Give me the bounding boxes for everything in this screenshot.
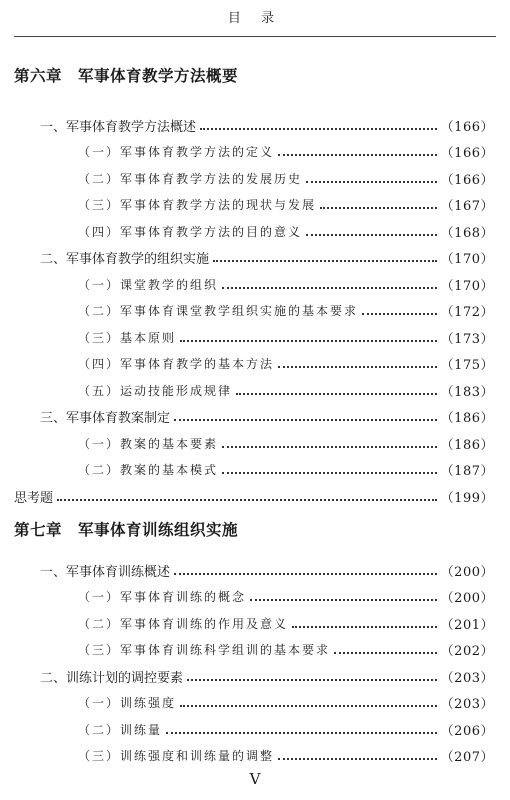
toc-entry-title: （三）训练强度和训练量的调整: [78, 749, 275, 763]
dot-leader: [250, 598, 437, 601]
toc-entry[interactable]: [40, 665, 494, 687]
toc-entry[interactable]: [78, 639, 494, 661]
dot-leader: [200, 127, 437, 130]
toc-entry-page: （183）: [440, 384, 494, 400]
dot-leader: [236, 392, 437, 395]
toc-entry-title: （二）军事体育教学方法的发展历史: [78, 171, 303, 186]
toc-entry-title: （三）军事体育教学方法的现状与发展: [78, 198, 317, 212]
toc-entry-page: （166）: [440, 172, 494, 188]
dot-leader: [57, 498, 437, 501]
toc-entry-page: （203）: [440, 697, 494, 712]
toc-entry-title: （一）教案的基本要素: [78, 436, 219, 451]
toc-entry-page: （200）: [440, 591, 494, 606]
chapter-heading: [14, 64, 238, 86]
dot-leader: [166, 731, 437, 734]
toc-entry[interactable]: [40, 559, 494, 581]
dot-leader: [362, 312, 437, 315]
toc-entry-title: （一）课堂教学的组织: [78, 277, 219, 292]
toc-entry[interactable]: [78, 141, 494, 163]
toc-entry-page: （200）: [440, 564, 494, 580]
toc-entry-page: （199）: [440, 490, 494, 506]
toc-entry-title: （二）训练量: [78, 722, 163, 737]
toc-entry-page: （170）: [440, 278, 494, 294]
toc-entry-title: （四）军事体育教学方法的目的意义: [78, 224, 303, 239]
toc-entry-title: （一）军事体育训练的概念: [78, 590, 247, 604]
toc-entry-title: 二、训练计划的调控要素: [40, 670, 184, 686]
toc-entry[interactable]: [78, 194, 494, 216]
toc-entry[interactable]: [78, 432, 494, 454]
toc-entry[interactable]: [78, 745, 494, 767]
toc-entry-page: （186）: [440, 411, 494, 426]
chapter-number: 第六章: [14, 67, 63, 85]
toc-entry-page: （175）: [440, 358, 494, 373]
toc-entry-title: （三）基本原则: [78, 330, 177, 345]
dot-leader: [278, 365, 437, 368]
toc-entry-page: （173）: [440, 331, 494, 347]
chapter-title: 军事体育教学方法概要: [78, 67, 239, 85]
dot-leader: [222, 445, 437, 448]
toc-entry[interactable]: [40, 247, 494, 269]
toc-entry[interactable]: [78, 326, 494, 348]
toc-entry-title: 一、军事体育教学方法概述: [40, 119, 197, 135]
dot-leader: [174, 572, 437, 575]
toc-entry-title: （一）军事体育教学方法的定义: [78, 145, 275, 159]
toc-entry-title: （一）训练强度: [78, 696, 177, 710]
dot-leader: [180, 339, 437, 342]
toc-entry-page: （202）: [440, 644, 494, 659]
toc-entry-title: （三）军事体育训练科学组训的基本要求: [78, 643, 331, 657]
toc-entry-page: （187）: [440, 464, 494, 479]
toc-entry-page: （186）: [440, 437, 494, 453]
toc-entry-page: （172）: [440, 305, 494, 320]
chapter-number: 第七章: [14, 521, 63, 539]
toc-entry-title: 二、军事体育教学的组织实施: [40, 252, 210, 267]
toc-entry-title: （五）运动技能形成规律: [78, 383, 233, 398]
toc-entry[interactable]: [78, 353, 494, 375]
toc-entry[interactable]: [78, 300, 494, 322]
page-number: V: [249, 770, 261, 788]
toc-entry[interactable]: [78, 718, 494, 740]
toc-entry[interactable]: [78, 612, 494, 634]
dot-leader: [213, 259, 437, 262]
dot-leader: [278, 757, 437, 760]
toc-entry-title: 三、军事体育教案制定: [40, 411, 171, 426]
toc-entry-page: （203）: [440, 670, 494, 686]
toc-entry-page: （170）: [440, 252, 494, 267]
dot-leader: [222, 471, 437, 474]
toc-entry-page: （168）: [440, 225, 494, 241]
dot-leader: [180, 704, 437, 707]
toc-entry-page: （166）: [440, 146, 494, 161]
toc-entry-title: （四）军事体育教学的基本方法: [78, 357, 275, 371]
toc-entry-page: （207）: [440, 750, 494, 765]
toc-entry-title: （二）军事体育课堂教学组织实施的基本要求: [78, 304, 359, 318]
toc-entry[interactable]: [78, 220, 494, 242]
toc-entry[interactable]: [14, 485, 494, 507]
running-header: 目 录: [14, 0, 496, 37]
toc-entry-title: （二）教案的基本模式: [78, 463, 219, 477]
dot-leader: [174, 418, 437, 421]
toc-entry-title: 思考题: [14, 490, 54, 506]
toc-entry-page: （206）: [440, 723, 494, 739]
toc-entry-title: 一、军事体育训练概述: [40, 564, 171, 580]
chapter-heading: [14, 518, 238, 540]
toc-entry[interactable]: [78, 586, 494, 608]
toc-entry-page: （201）: [440, 617, 494, 633]
dot-leader: [306, 180, 437, 183]
dot-leader: [292, 625, 437, 628]
dot-leader: [306, 233, 437, 236]
toc-entry[interactable]: [78, 167, 494, 189]
dot-leader: [320, 206, 437, 209]
dot-leader: [278, 153, 437, 156]
dot-leader: [222, 286, 437, 289]
dot-leader: [187, 678, 437, 681]
toc-entry[interactable]: [40, 406, 494, 428]
toc-entry[interactable]: [78, 273, 494, 295]
toc-entry[interactable]: [78, 459, 494, 481]
toc-entry-title: （二）军事体育训练的作用及意义: [78, 616, 289, 631]
toc-entry-page: （166）: [440, 119, 494, 135]
toc-entry-page: （167）: [440, 199, 494, 214]
toc-entry[interactable]: [40, 114, 494, 136]
chapter-title: 军事体育训练组织实施: [78, 521, 239, 539]
dot-leader: [334, 651, 437, 654]
toc-entry[interactable]: [78, 379, 494, 401]
toc-entry[interactable]: [78, 692, 494, 714]
